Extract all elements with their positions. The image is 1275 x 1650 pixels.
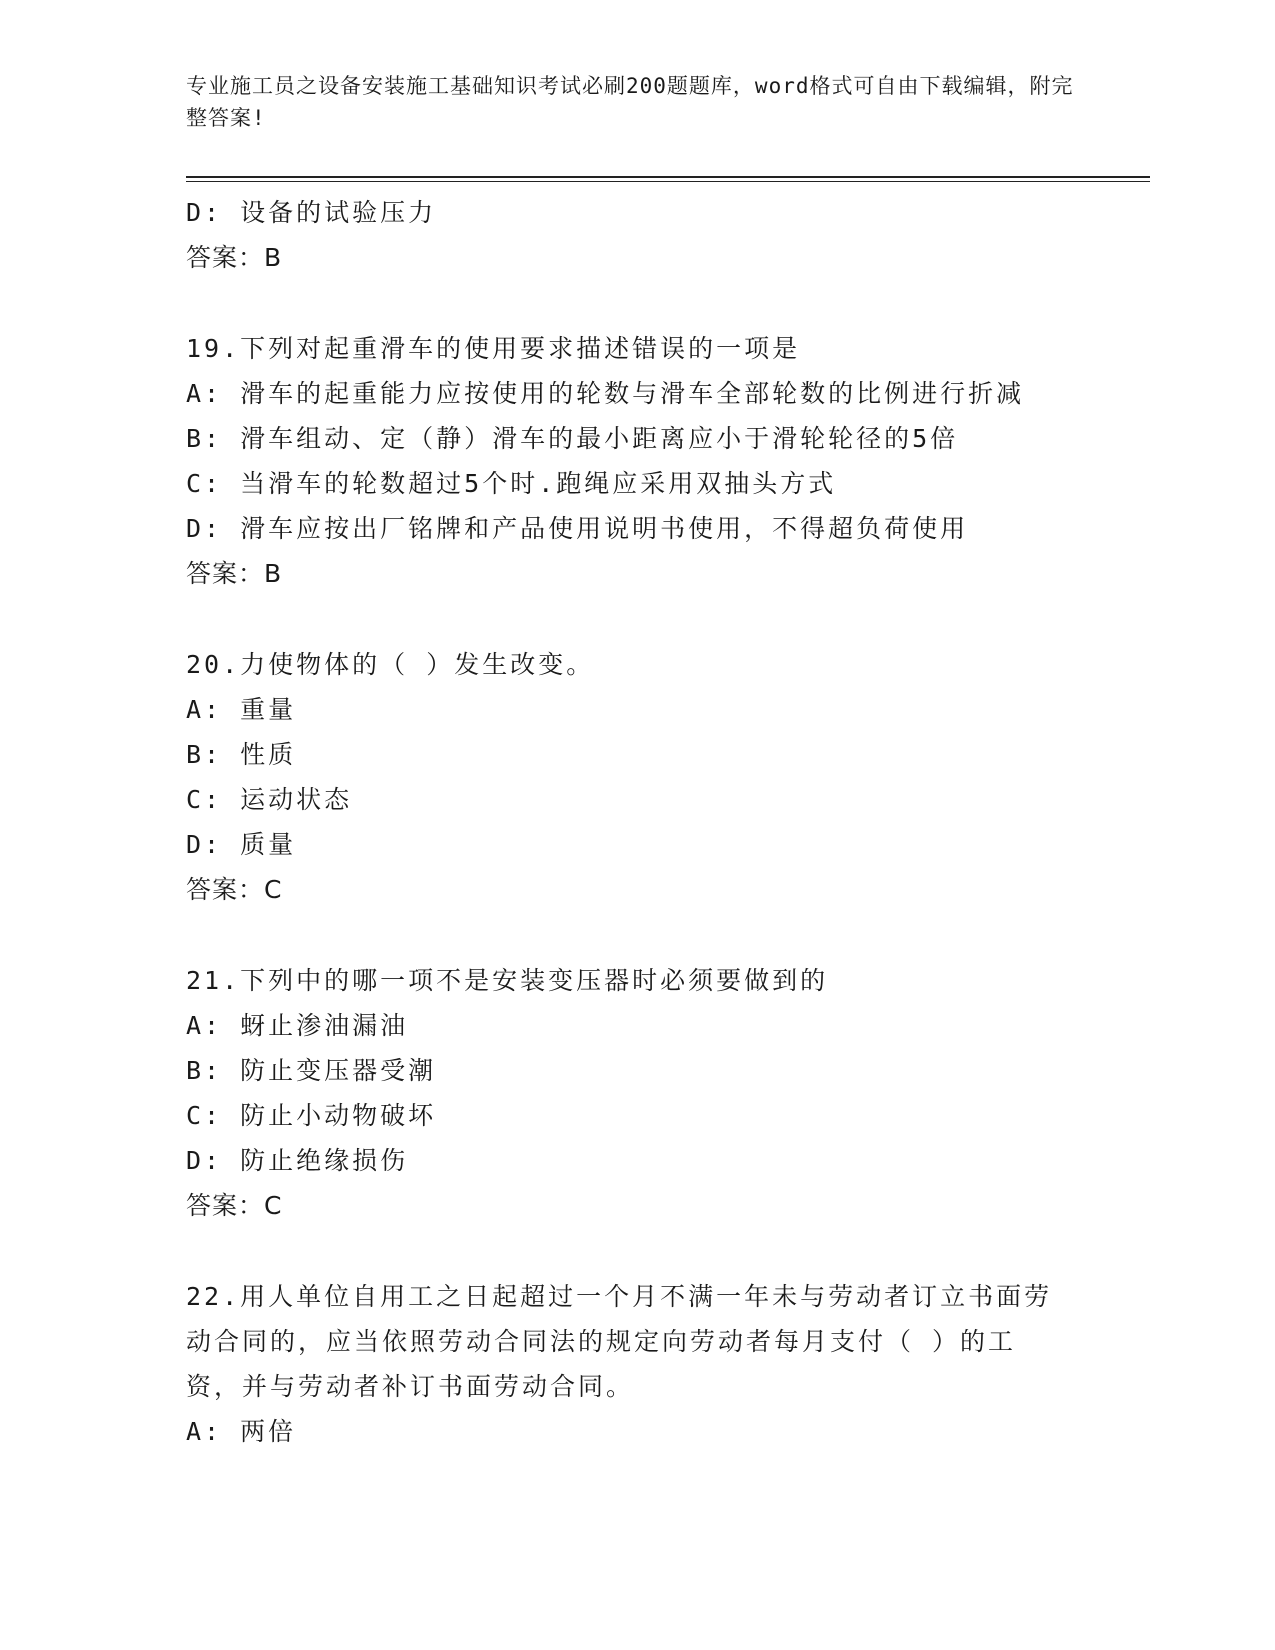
question-20-option-b: B: 性质 — [186, 740, 297, 769]
question-19-stem: 19.下列对起重滑车的使用要求描述错误的一项是 — [186, 334, 801, 363]
question-22-stem: 22.用人单位自用工之日起超过一个月不满一年未与劳动者订立书面劳动合同的，应当依照劳动合同法的规定向劳动者每月支付（ ）的工资，并与劳动者补订书面劳动合同。 — [186, 1282, 1053, 1401]
question-19-option-c: C: 当滑车的轮数超过5个时.跑绳应采用双抽头方式 — [186, 469, 837, 498]
question-19-option-b: B: 滑车组动、定（静）滑车的最小距离应小于滑轮轮径的5倍 — [186, 424, 959, 453]
carryover-option-d: D: 设备的试验压力 — [186, 198, 437, 227]
question-20-answer: 答案：C — [186, 875, 283, 904]
question-21-stem: 21.下列中的哪一项不是安装变压器时必须要做到的 — [186, 966, 829, 995]
question-20-stem: 20.力使物体的（ ）发生改变。 — [186, 650, 595, 679]
header-rule-thin — [186, 181, 1150, 182]
question-20-option-d: D: 质量 — [186, 830, 297, 859]
question-21-option-c: C: 防止小动物破坏 — [186, 1101, 437, 1130]
question-20-option-c: C: 运动状态 — [186, 785, 353, 814]
question-21-option-a: A: 蚜止渗油漏油 — [186, 1011, 409, 1040]
question-20-option-a: A: 重量 — [186, 695, 297, 724]
carryover-answer: 答案：B — [186, 243, 283, 272]
question-content — [186, 190, 1086, 1454]
question-21-option-b: B: 防止变压器受潮 — [186, 1056, 437, 1085]
question-19-option-a: A: 滑车的起重能力应按使用的轮数与滑车全部轮数的比例进行折减 — [186, 379, 1025, 408]
header-rule-thick — [186, 176, 1150, 178]
question-19-answer: 答案：B — [186, 559, 283, 588]
question-22-option-a: A: 两倍 — [186, 1417, 297, 1446]
question-21-option-d: D: 防止绝缘损伤 — [186, 1146, 409, 1175]
question-21-answer: 答案：C — [186, 1191, 283, 1220]
question-19-option-d: D: 滑车应按出厂铭牌和产品使用说明书使用，不得超负荷使用 — [186, 514, 969, 543]
document-header: 专业施工员之设备安装施工基础知识考试必刷200题题库，word格式可自由下载编辑，附完整答案! — [186, 74, 1074, 130]
